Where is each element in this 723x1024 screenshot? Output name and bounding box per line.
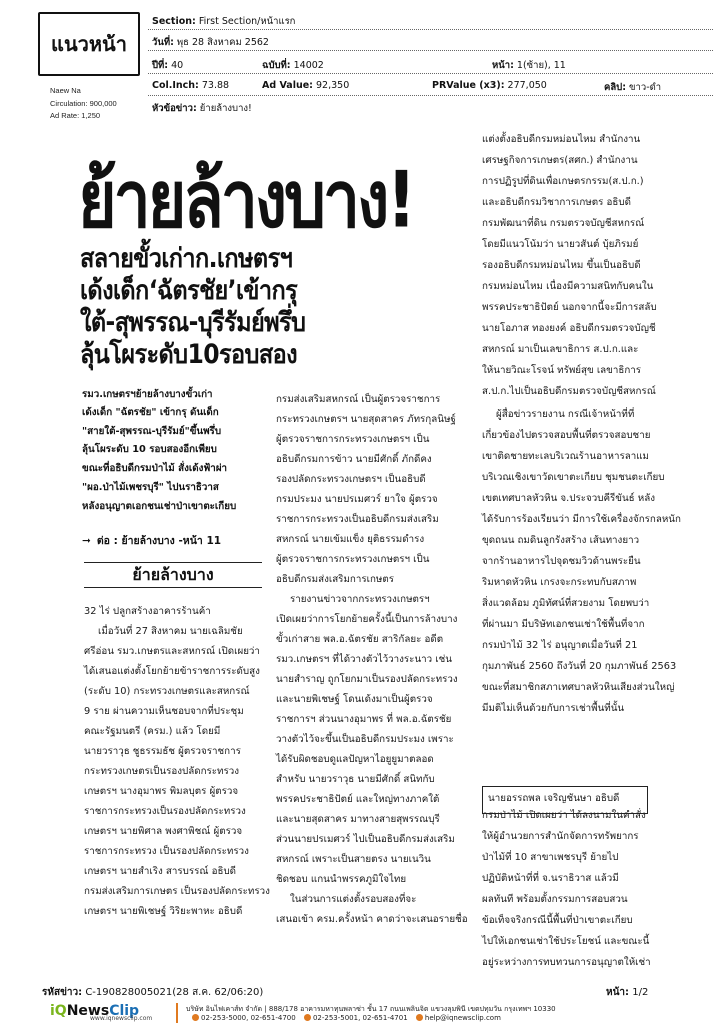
column-line: สหกรณ์ เพราะเป็นสายตรง นายเนวิน	[276, 854, 431, 865]
column-line: กรมหม่อนไหม เนื่องมีความสนิทกับคนใน	[482, 281, 654, 292]
column-line: ที่ผ่านมา มีบริษัทเอกชนเช่าใช้พื้นที่จาก	[482, 619, 645, 630]
column-line: รายงานข่าวจากกระทรวงเกษตรฯ	[290, 594, 430, 605]
year-row: ปีที่: 40	[152, 60, 184, 71]
column-line: ราชการฯ ส่วนนางอุมาพร ที่ พล.อ.ฉัตรชัย	[276, 714, 452, 725]
prvalue-value: 277,050	[507, 80, 547, 91]
column-line: นายโอภาส ทองยงค์ อธิบดีกรมตรวจบัญชี	[482, 323, 656, 334]
column-line: เสนอเข้า ครม.ครั้งหน้า คาดว่าจะเสนอรายชื่อ	[276, 914, 468, 925]
lede-line: "สายใต้-สุพรรณ-บุรีรัมย์"ขึ้นพรึ่บ	[82, 426, 222, 437]
column-line: รมว.เกษตรฯ ที่ได้วางตัวไว้วางระนาว เช่น	[276, 654, 452, 665]
article-column-3-tail	[482, 955, 674, 979]
article-subhead-2: เด้งเด็ก‘ฉัตรชัย’เข้ากรุ	[80, 274, 298, 306]
column-line: สหกรณ์ นายเข้มแข็ง ยุติธรรมดำรง	[276, 534, 425, 545]
column-line: ได้รับผิดชอบดูแลปัญหาไอยูยูมาตลอด	[276, 754, 434, 765]
date-row: วันที่: พุธ 28 สิงหาคม 2562	[152, 37, 269, 48]
article-subhead-1: สลายขั้วเก่าก.เกษตรฯ	[80, 242, 293, 274]
section-row: Section: First Section/หน้าแรก	[152, 16, 296, 27]
column-line: เกี่ยวข้องไปตรวจสอบพื้นที่ตรวจสอบชาย	[482, 430, 651, 441]
circulation: Circulation: 900,000	[50, 99, 117, 108]
contact-info: 02-253-5000, 02-651-4700 02-253-5001, 02-651-4701 help@iqnewsclip.com	[186, 1014, 501, 1022]
colinch-row: Col.Inch: 73.88	[152, 80, 230, 91]
column-line: กรมป่าไม้ 32 ไร่ อนุญาตเมื่อวันที่ 21	[482, 640, 638, 651]
highlight-box	[482, 786, 648, 814]
column-line: ให้นายวิณะโรจน์ ทรัพย์สุข เลขาธิการ	[482, 365, 642, 376]
footer-page: หน้า: 1/2	[606, 987, 649, 998]
column-line: ปฏิบัติหน้าที่ที่ จ.นราธิวาส แล้วมี	[482, 873, 619, 884]
column-line: ในส่วนการแต่งตั้งรอบสองที่จะ	[290, 894, 417, 905]
column-line: อยู่ระหว่างการทบทวนการอนุญาตให้เช่า	[482, 957, 651, 968]
phone-icon	[192, 1014, 199, 1021]
column-line: ขณะที่สมาชิกสภาเทศบาลหัวหินเสียงส่วนใหญ่	[482, 682, 675, 693]
column-line: ราชการกระทรวงเป็นอธิบดีกรมส่งเสริม	[276, 514, 439, 525]
clip-value: ขาว-ดำ	[629, 82, 662, 93]
column-line: สหกรณ์ มาเป็นเลขาธิการ ส.ป.ก.และ	[482, 344, 639, 355]
iqnewsclip-logo: iQNewsClip	[50, 1003, 140, 1019]
highlighted-line: นายอรรถพล เจริญชันษา อธิบดี	[488, 793, 620, 804]
column-line: กระทรวงเกษตรเป็นรองปลัดกระทรวง	[84, 766, 240, 777]
publication-name: Naew Na	[50, 86, 81, 95]
column-line: วางตัวไว้จะขึ้นเป็นอธิบดีกรมประมง เพราะ	[276, 734, 454, 745]
column-line: อธิบดีกรมการข้าว นายมีศักดิ์ ภักดีคง	[276, 454, 432, 465]
column-line: กระทรวงเกษตรฯ นายสุดสาคร ภัทรกุลนิษฐ์	[276, 414, 456, 425]
column-line: นายวราวุธ ชูธรรมธัช ผู้ตรวจราชการ	[84, 746, 241, 757]
clipping-header	[0, 0, 723, 132]
column-line: โดยมีแนวโน้มว่า นายวสันต์ บุ้ยภิรมย์	[482, 239, 639, 250]
prvalue-row: PRValue (x3): 277,050	[432, 80, 547, 91]
column-line: คณะรัฐมนตรี (ครม.) แล้ว โดยมี	[84, 726, 221, 737]
column-line: ให้ผู้อำนวยการสำนักจัดการทรัพยากร	[482, 831, 639, 842]
column-line: กรมพัฒนาที่ดิน กรมตรวจบัญชีสหกรณ์	[482, 218, 645, 229]
company-info: บริษัท อินไฟเคาส์ท จำกัด | 888/178 อาคารมหาทุนพลาซ่า ชั้น 17 ถนนเพลินจิต แขวงลุมพินี เขตปทุมวัน กรุงเทพฯ 10330	[186, 1005, 556, 1013]
year-value: 40	[171, 60, 184, 71]
ad-rate: Ad Rate: 1,250	[50, 111, 101, 120]
column-line: อธิบดีกรมส่งเสริมการเกษตร	[276, 574, 394, 585]
column-line: มีมติไม่เห็นด้วยกับการเช่าพื้นที่นั้น	[482, 703, 625, 714]
column-line: ขั้วเก่าสาย พล.อ.ฉัตรชัย สาริกัลยะ อดีต	[276, 634, 444, 645]
article-subhead-3: ใต้-สุพรรณ-บุรีรัมย์พรึ่บ	[80, 306, 306, 338]
advalue-value: 92,350	[316, 80, 350, 91]
issue-value: 14002	[293, 60, 324, 71]
column-line: นายสำราญ ถูกโยกมาเป็นรองปลัดกระทรวง	[276, 674, 458, 685]
column-line: ผลทันที พร้อมตั้งกรรมการสอบสวน	[482, 894, 628, 905]
column-line: รองอธิบดีกรมหม่อนไหม ขึ้นเป็นอธิบดี	[482, 260, 641, 271]
highlighted-line: กรมป่าไม้ เปิดเผยว่า ได้ลงนามในคำสั่ง	[482, 810, 646, 821]
column-line: เศรษฐกิจการเกษตร(สศก.) สำนักงาน	[482, 155, 638, 166]
column-line: เกษตรฯ นายสำเริง สารบรรณ์ อธิบดี	[84, 866, 237, 877]
article-column-1	[84, 604, 270, 944]
newspaper-logo	[38, 12, 140, 76]
column-line: ได้เสนอแต่งตั้งโยกย้ายข้าราชการระดับสูง	[84, 666, 260, 677]
topic-value: ย้ายล้างบาง!	[199, 103, 252, 114]
column-line: พรรคประชาธิปัตย์ นอกจากนี้จะมีการสลับ	[482, 302, 657, 313]
column-line: เกษตรฯ นายพิเชษฐ์ วิริยะพาหะ อธิบดี	[84, 906, 243, 917]
article-column-3	[482, 132, 681, 952]
column-line: 32 ไร่ ปลูกสร้างอาคารร้านค้า	[84, 606, 211, 617]
column-line: จากร้านอาหารไปจุดชมวิวด้านพระยืน	[482, 556, 641, 567]
column-line: พรรคประชาธิปัตย์ และใหญ่ทางภาคใต้	[276, 794, 440, 805]
column-line: และนายสุดสาคร มาทางสายสุพรรณบุรี	[276, 814, 440, 825]
column-line: ศรีอ่อน รมว.เกษตรและสหกรณ์ เปิดเผยว่า	[84, 646, 260, 657]
column-line: ขุดถนน ถมดินลูกรังสร้าง เส้นทางยาว	[482, 535, 640, 546]
column-line: เกษตรฯ นายพิศาล พงศาพิชณ์ ผู้ตรวจ	[84, 826, 243, 837]
issue-row: ฉบับที่: 14002	[262, 60, 324, 71]
fax-icon	[304, 1014, 311, 1021]
section-value: First Section/หน้าแรก	[198, 16, 296, 27]
article-subhead-4: ลุ้นโผระดับ10รอบสอง	[80, 338, 297, 370]
column-line: กรมประมง นายปรเมศวร์ ยาใจ ผู้ตรวจ	[276, 494, 438, 505]
column-line: การปฏิรูปที่ดินเพื่อเกษตรกรรม(ส.ป.ก.)	[482, 176, 644, 187]
topic-row: หัวข้อข่าว: ย้ายล้างบาง!	[152, 103, 252, 114]
advalue-row: Ad Value: 92,350	[262, 80, 350, 91]
date-value: พุธ 28 สิงหาคม 2562	[176, 37, 269, 48]
column-line: และอธิบดีกรมวิชาการเกษตร อธิบดี	[482, 197, 631, 208]
footer-divider	[176, 1003, 178, 1023]
column-line: เขตเทศบาลหัวหิน จ.ประจวบคีรีขันธ์ หลัง	[482, 493, 655, 504]
column-line: ริมหาดหัวหิน เกรงจะกระทบกับสภาพ	[482, 577, 637, 588]
column-line: สำหรับ นายวราวุธ นายมีศักดิ์ สนิทกับ	[276, 774, 435, 785]
colinch-value: 73.88	[201, 80, 230, 91]
news-id: รหัสข่าว: C-190828005021(28 ส.ค. 62/06:20)	[42, 987, 264, 998]
column-line: ราชการกระทรวงเป็นรองปลัดกระทรวง	[84, 806, 246, 817]
continued-label: ➞ ต่อ : ย้ายล้างบาง -หน้า 11	[82, 535, 222, 547]
column-line: เกษตรฯ นางอุมาพร พิมลบุตร ผู้ตรวจ	[84, 786, 239, 797]
lede-line: เด้งเด็ก "ฉัตรชัย" เข้ากรุ ดันเด็ก	[82, 407, 219, 418]
column-line: แต่งตั้งอธิบดีกรมหม่อนไหม สำนักงาน	[482, 134, 641, 145]
column-line: ได้รับการร้องเรียนว่า มีการใช้เครื่องจักรกลหนัก	[482, 514, 681, 525]
column-line: ส.ป.ก.ไปเป็นอธิบดีกรมตรวจบัญชีสหกรณ์	[482, 386, 656, 397]
lede-line: รมว.เกษตรฯย้ายล้างบางขั้วเก่า	[82, 389, 213, 400]
column-line: ชิดชอบ แกนนำพรรคภูมิใจไทย	[276, 874, 407, 885]
page-value: 1(ซ้าย), 11	[516, 60, 566, 71]
column-line: ผู้ตรวจราชการกระทรวงเกษตรฯ เป็น	[276, 434, 430, 445]
column-line: ผู้ตรวจราชการกระทรวงเกษตรฯ เป็น	[276, 554, 430, 565]
column-line: ป่าไม้ที่ 10 สาขาเพชรบุรี ย้ายไป	[482, 852, 619, 863]
lede-line: "ผอ.ป่าไม้เพชรบุรี" ไปนราธิวาส	[82, 482, 219, 493]
section-subtitle: ย้ายล้างบาง	[84, 562, 262, 588]
article-headline: ย้ายล้างบาง!	[78, 154, 414, 246]
column-line: กรมส่งเสริมการเกษตร เป็นรองปลัดกระทรวง	[84, 886, 270, 897]
column-line: ผู้สื่อข่าวรายงาน กรณีเจ้าหน้าที่ที่	[496, 409, 635, 420]
email-icon	[416, 1014, 423, 1021]
column-line: กุมภาพันธ์ 2560 ถึงวันที่ 20 กุมภาพันธ์ 2563	[482, 661, 677, 672]
column-line: กรมส่งเสริมสหกรณ์ เป็นผู้ตรวจราชการ	[276, 394, 441, 405]
column-line: เขาติดชายทะเลบริเวณร้านอาหารลาแม	[482, 451, 649, 462]
column-line: เปิดเผยว่าการโยกย้ายครั้งนี้เป็นการล้างบาง	[276, 614, 458, 625]
article-column-2	[276, 392, 468, 948]
page-row: หน้า: 1(ซ้าย), 11	[492, 60, 566, 71]
lede-line: ขณะที่อธิบดีกรมป่าไม้ สั่งเด้งฟ้าผ่า	[82, 463, 228, 474]
column-line: (ระดับ 10) กระทรวงเกษตรและสหกรณ์	[84, 686, 250, 697]
column-line: บริเวณเชิงเขาวัดเขาตะเกียบ ชุมชนตะเกียบ	[482, 472, 665, 483]
column-line: และนายพิเชษฐ์ โดนเด้งมาเป็นผู้ตรวจ	[276, 694, 433, 705]
column-line: ไปให้เอกชนเช่าใช้ประโยชน์ และขณะนี้	[482, 936, 650, 947]
column-line: ราชการกระทรวง เป็นรองปลัดกระทรวง	[84, 846, 249, 857]
column-line: ส่วนนายปรเมศวร์ ไปเป็นอธิบดีกรมส่งเสริม	[276, 834, 455, 845]
lede-line: ลุ้นโผระดับ 10 รอบสองอีกเพียบ	[82, 444, 217, 455]
clip-row: คลิป: ขาว-ดำ	[604, 82, 662, 93]
arrow-right-icon: ➞	[82, 535, 91, 547]
iqnewsclip-url: www.iqnewsclip.com	[90, 1015, 153, 1022]
column-line: สิ่งแวดล้อม ภูมิทัศน์ที่สวยงาม โดยพบว่า	[482, 598, 650, 609]
column-line: รองปลัดกระทรวงเกษตรฯ เป็นอธิบดี	[276, 474, 426, 485]
lede-line: หลังอนุญาตเอกชนเช่าป่าเขาตะเกียบ	[82, 501, 237, 512]
newspaper-logo-text: แนวหน้า	[51, 32, 127, 56]
column-line: 9 ราย ผ่านความเห็นชอบจากที่ประชุม	[84, 706, 244, 717]
column-line: ข้อเท็จจริงกรณีนี้พื้นที่ป่าเขาตะเกียบ	[482, 915, 633, 926]
column-line: เมื่อวันที่ 27 สิงหาคม นายเฉลิมชัย	[98, 626, 243, 637]
